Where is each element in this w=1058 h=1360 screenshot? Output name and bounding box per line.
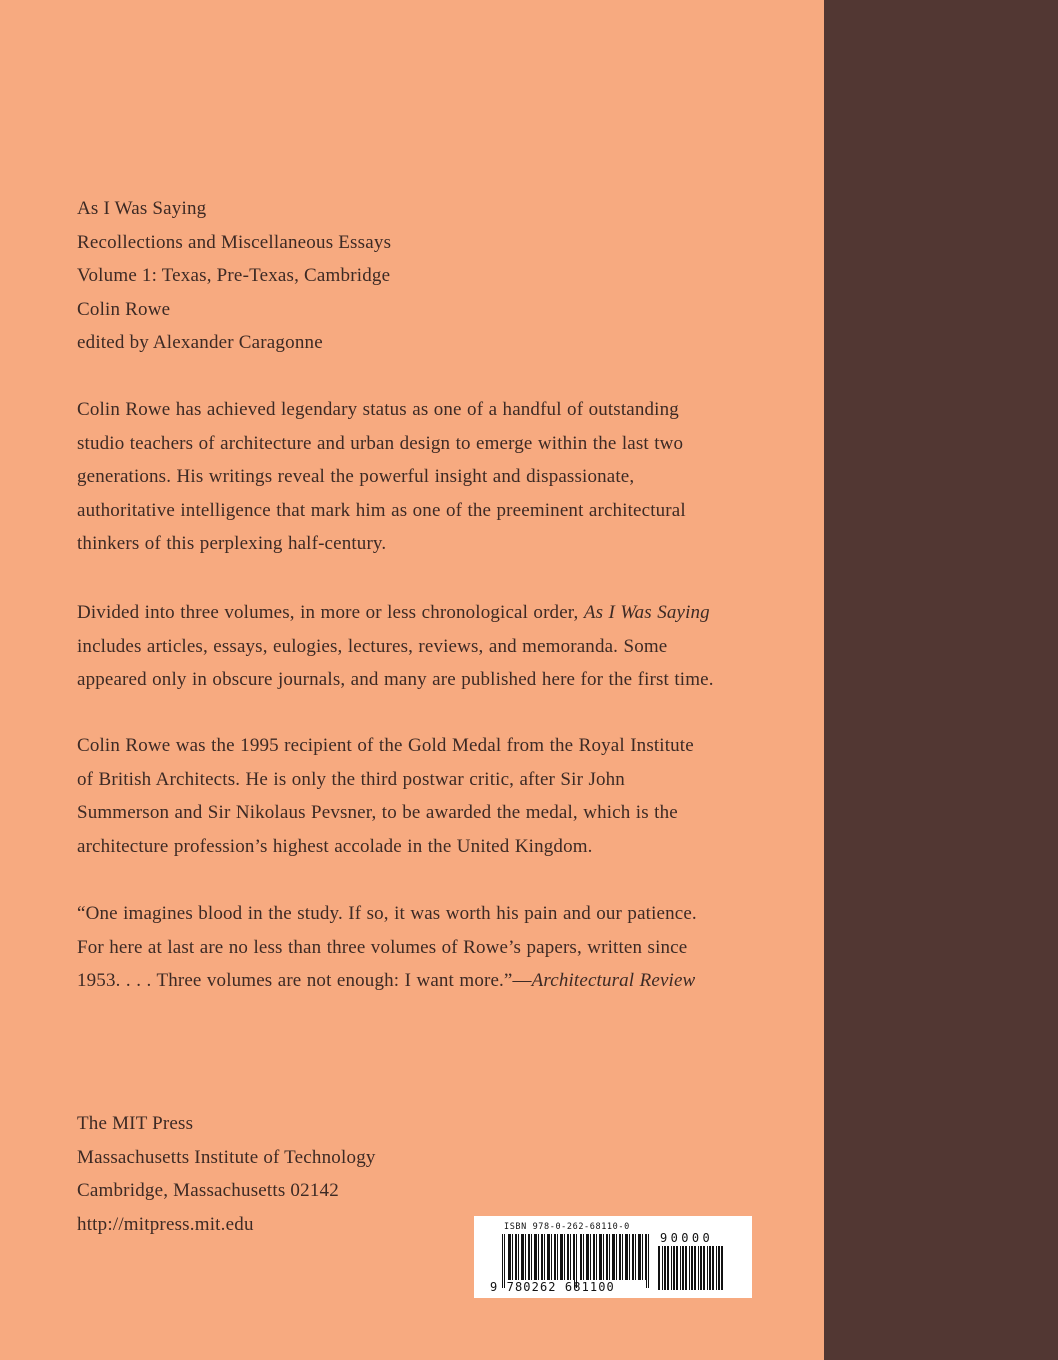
publisher-name: The MIT Press (77, 1113, 194, 1134)
description-paragraph-3 (77, 729, 797, 863)
book-title-italic: As I Was Saying (583, 602, 710, 623)
review-line (77, 964, 797, 998)
book-subtitle: Recollections and Miscellaneous Essays (77, 231, 392, 253)
paragraph-line: Colin Rowe was the 1995 recipient of the Gold Medal from the Royal Institute (77, 735, 694, 756)
paragraph-line: authoritative intelligence that mark him as one of the preeminent architectural (77, 499, 686, 521)
book-title: As I Was Saying (77, 198, 207, 219)
paragraph-line: includes articles, essays, eulogies, lectures, reviews, and memoranda. Some (77, 635, 668, 657)
publisher-institution: Massachusetts Institute of Technology (77, 1146, 376, 1168)
paragraph-text: Divided into three volumes, in more or less chronological order, (77, 602, 584, 623)
book-volume: Volume 1: Texas, Pre-Texas, Cambridge (77, 265, 391, 286)
book-editor: edited by Alexander Caragonne (77, 332, 323, 353)
book-info (77, 192, 797, 360)
paragraph-line: studio teachers of architecture and urban design to emerge within the last two (77, 432, 684, 454)
price-code: 90000 (660, 1231, 714, 1245)
paragraph-line: architecture profession’s highest accolade in the United Kingdom. (77, 835, 593, 857)
barcode-guard (646, 1234, 650, 1288)
review-text: 1953. . . . Three volumes are not enough: I want more.”— (77, 970, 532, 992)
paragraph-line: generations. His writings reveal the powerful insight and dispassionate, (77, 466, 635, 488)
book-author: Colin Rowe (77, 298, 171, 320)
isbn-barcode (474, 1216, 752, 1298)
review-line: “One imagines blood in the study. If so, it was worth his pain and our patience. (77, 903, 697, 924)
spine-band (824, 0, 1058, 1360)
isbn-label: ISBN 978-0-262-68110-0 (504, 1222, 630, 1232)
price-code-bars (658, 1246, 724, 1290)
publisher-url[interactable]: http://mitpress.mit.edu (77, 1213, 254, 1235)
review-quote (77, 897, 797, 998)
paragraph-line: of British Architects. He is only the third postwar critic, after Sir John (77, 768, 625, 790)
paragraph-line: Colin Rowe has achieved legendary status as one of a handful of outstanding (77, 399, 679, 420)
paragraph-line: Summerson and Sir Nikolaus Pevsner, to be awarded the medal, which is the (77, 802, 678, 824)
description-paragraph-2 (77, 596, 797, 697)
review-source: Architectural Review (531, 970, 696, 992)
paragraph-line: thinkers of this perplexing half-century. (77, 533, 387, 555)
paragraph-line (77, 596, 797, 630)
barcode-bars (502, 1234, 650, 1280)
publisher-block (77, 1107, 376, 1241)
review-line: For here at last are no less than three volumes of Rowe’s papers, written since (77, 936, 688, 958)
description-paragraph-1 (77, 393, 797, 561)
paragraph-line: appeared only in obscure journals, and many are published here for the first time. (77, 669, 714, 691)
publisher-city: Cambridge, Massachusetts 02142 (77, 1180, 339, 1201)
ean-digits: 9 780262 681100 (490, 1280, 615, 1294)
